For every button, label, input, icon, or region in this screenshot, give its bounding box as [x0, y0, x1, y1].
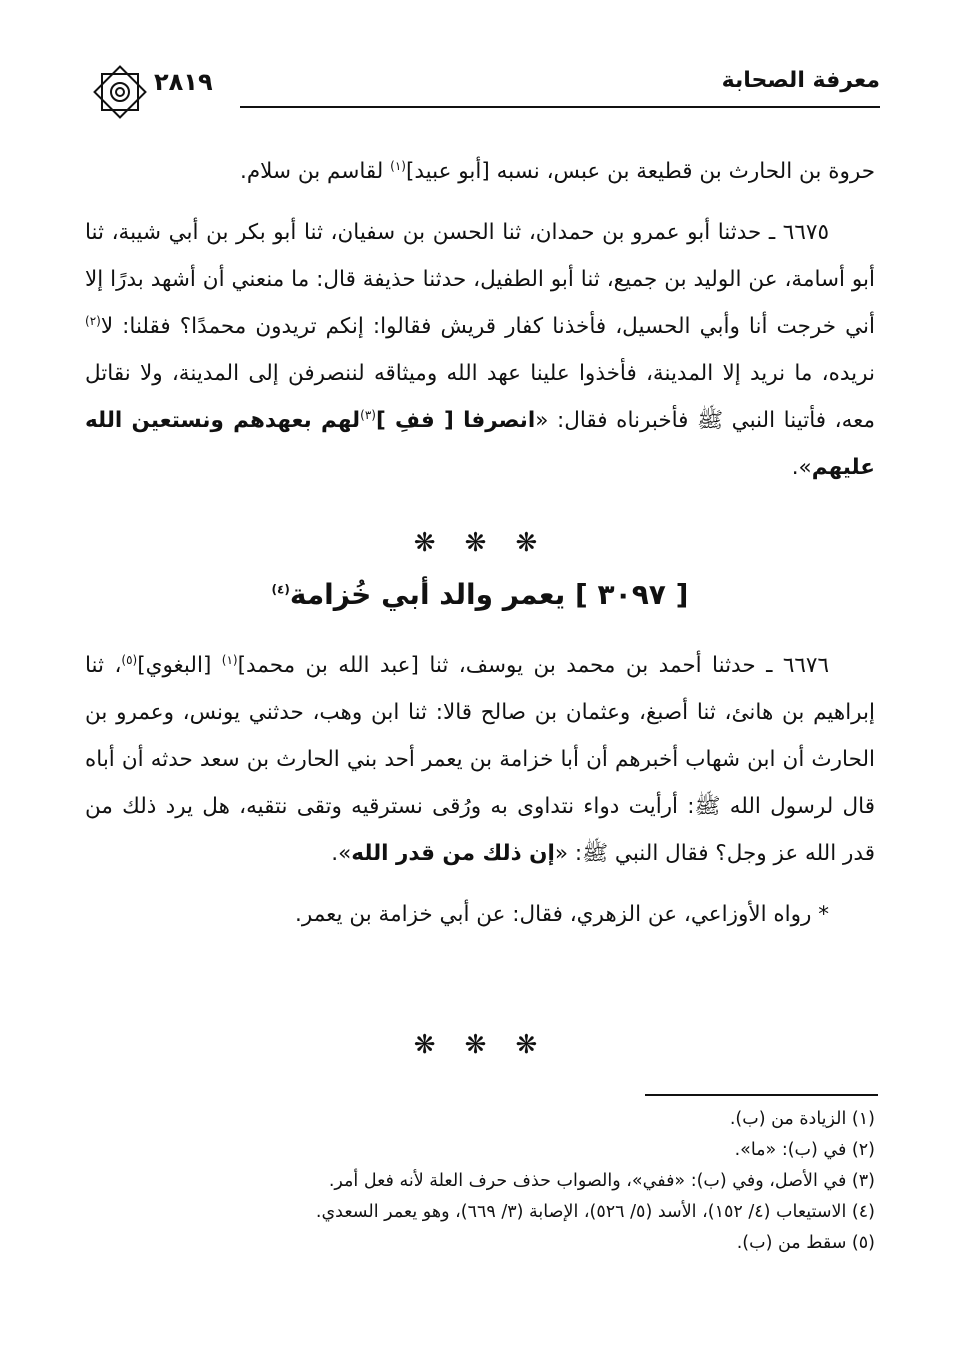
text: ». — [791, 455, 812, 480]
narration-note — [85, 891, 875, 938]
running-title: معرفة الصحابة — [721, 68, 880, 93]
page-header — [90, 62, 880, 112]
footnote-ref: (٤) — [271, 582, 290, 597]
footnotes — [85, 1104, 875, 1259]
text: [البغوي] — [137, 653, 222, 678]
text: ». — [331, 841, 352, 866]
separator-stars: ❋ ❋ ❋ — [413, 528, 548, 558]
section-bottom — [85, 642, 875, 938]
footnote-ref: (٣) — [360, 407, 376, 422]
footnote-rule — [645, 1094, 878, 1096]
text: ٦٦٧٦ ـ حدثنا أحمد بن محمد بن يوسف، ثنا [عبد الله بن محمد] — [237, 653, 830, 678]
paragraph-continuation — [85, 148, 875, 195]
prophetic-quote: انصرفا [ ففِ ] — [375, 408, 536, 433]
footnote: (١) الزيادة من (ب). — [729, 1109, 875, 1129]
hadith-6676 — [85, 642, 875, 877]
text: نريده، ما نريد إلا المدينة، فأخذوا علينا عهد الله وميثاقه لننصرفن إلى المدينة، ولا نقاتل معه، فأتينا النبي ﷺ فأخبرناه فقال: « — [85, 361, 875, 433]
text: * رواه الأوزاعي، عن الزهري، فقال: عن أبي خزامة بن يعمر. — [295, 902, 829, 927]
footnote: (٣) في الأصل، وفي (ب): «ففي»، والصواب حذف حرف العلة لأنه فعل أمر. — [328, 1171, 875, 1191]
footnote-ref: (٥) — [121, 652, 138, 667]
star-ornament-icon — [90, 62, 150, 122]
prophetic-quote: إن ذلك من قدر الله — [351, 841, 555, 866]
text: ، ثنا إبراهيم بن هانئ، ثنا أصبغ، وعثمان بن صالح قالا: ثنا ابن وهب، حدثني يونس، وعمرو بن الحارث أن ابن شهاب أخبرهم أن أبا خزامة بن يعمر أحد بني الحارث بن سعد حدثه أن أباه قال لرسول الله ﷺ: أرأيت دواء نتداوى به ورُقى نسترقيه وتقى نتقيه، هل يرد ذلك من قدر الله عز وجل؟ فقال النبي ﷺ: « — [85, 653, 875, 866]
footnote-ref: (١) — [221, 652, 238, 667]
page-number: ٢٨١٩ — [154, 68, 213, 96]
footnote: (٤) الاستيعاب (٤/ ١٥٢)، الأسد (٥/ ٥٢٦)، الإصابة (٣/ ٦٦٩)، وهو يعمر السعدي. — [315, 1202, 875, 1222]
chapter-heading — [85, 578, 875, 611]
text: لقاسم بن سلام. — [240, 159, 391, 184]
separator-stars: ❋ ❋ ❋ — [413, 1030, 548, 1060]
chapter-title: [ ٣٠٩٧ ] يعمر والد أبي خُزامة — [289, 578, 689, 611]
section-top — [85, 148, 875, 491]
text: ٦٦٧٥ ـ حدثنا أبو عمرو بن حمدان، ثنا الحسن بن سفيان، ثنا أبو بكر بن أبي شيبة، ثنا أبو أسامة، عن الوليد بن جميع، ثنا أبو الطفيل، حدثنا حذيفة قال: ما منعني أن أشهد بدرًا إلا أني خرجت أنا وأبي الحسيل، فأخذنا كفار قريش فقالوا: إنكم تريدون محمدًا؟ فقلنا: لا — [85, 220, 875, 339]
footnote-ref: (٢) — [85, 313, 101, 328]
footnote-ref: (١) — [390, 158, 406, 173]
footnote: (٥) سقط من (ب). — [736, 1233, 875, 1253]
hadith-6675 — [85, 209, 875, 491]
header-rule — [240, 106, 880, 108]
prophetic-quote: لهم بعهدهم ونستعين الله عليهم — [85, 408, 875, 480]
text: حروة بن الحارث بن قطيعة بن عبس، نسبه [أبو عبيد] — [405, 159, 875, 184]
footnote: (٢) في (ب): «ما». — [734, 1140, 875, 1160]
